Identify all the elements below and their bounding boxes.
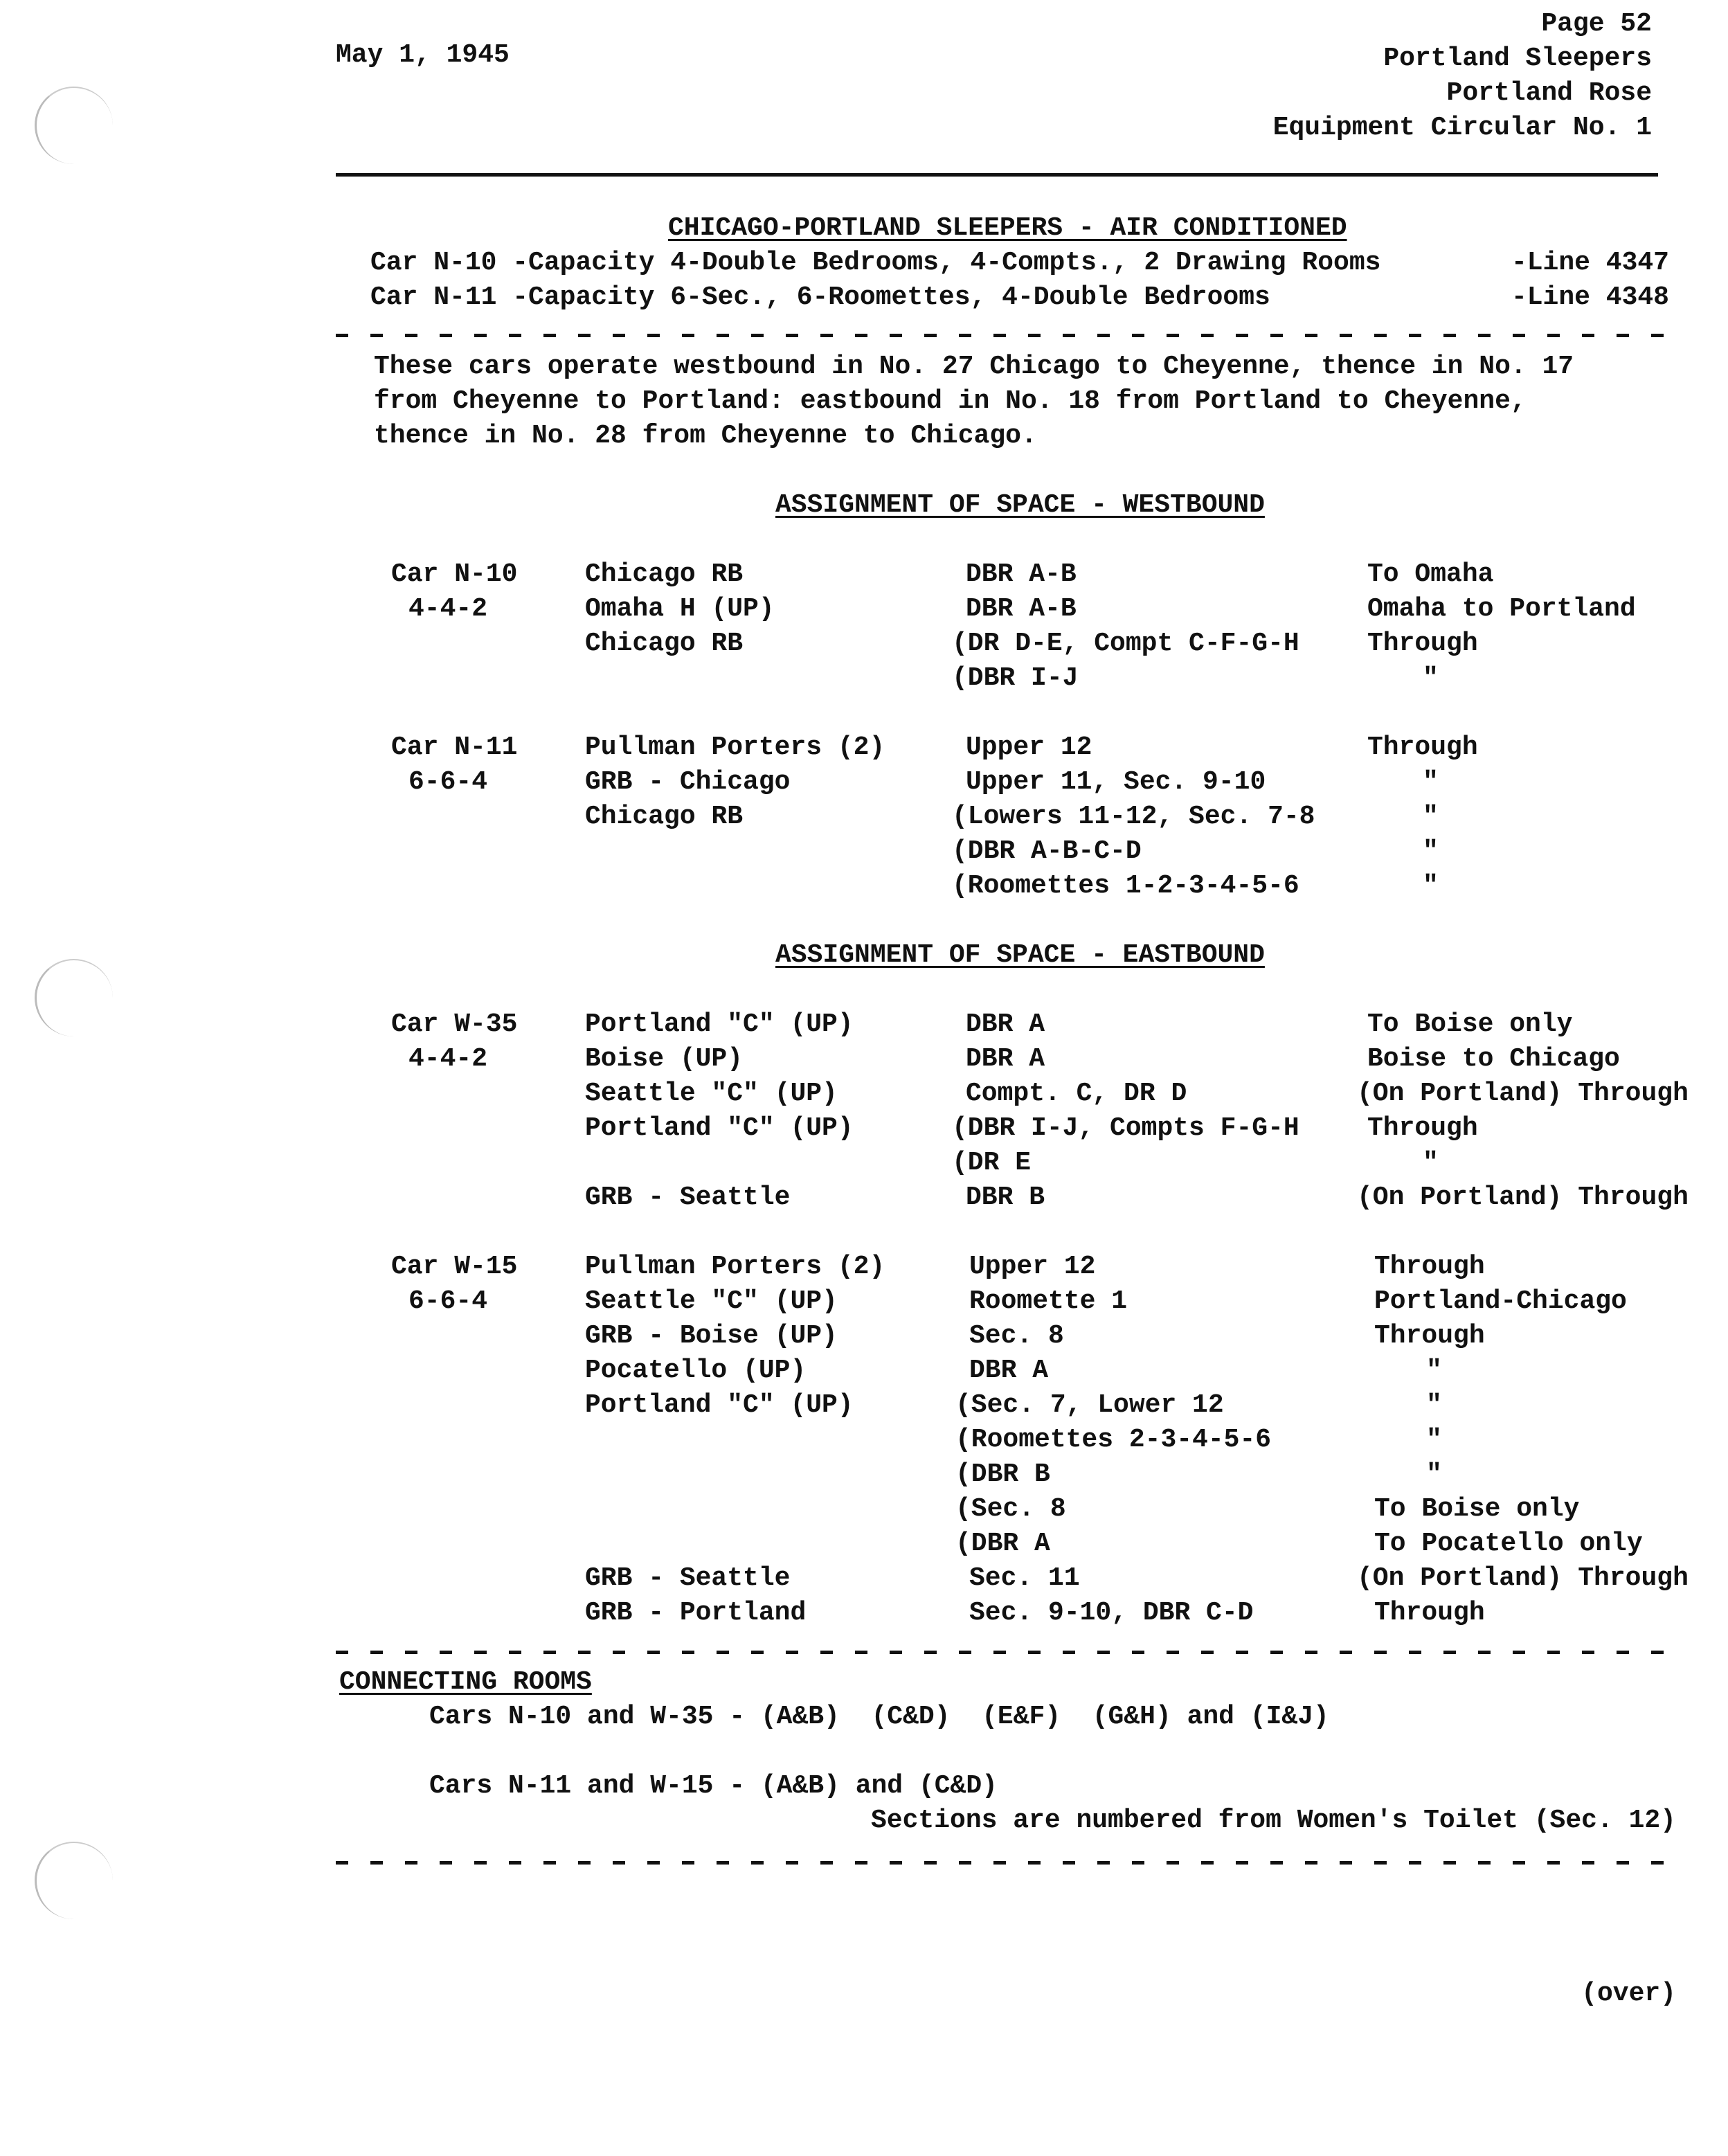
space-assigned: DBR A-B <box>966 594 1077 624</box>
space-route: Portland-Chicago <box>1374 1286 1627 1316</box>
dashed-divider <box>336 1651 1675 1654</box>
space-assigned: Sec. 11 <box>969 1563 1080 1593</box>
document-date: May 1, 1945 <box>336 40 510 70</box>
connecting-rooms-title: CONNECTING ROOMS <box>339 1667 592 1697</box>
westbound-title: ASSIGNMENT OF SPACE - WESTBOUND <box>775 490 1265 520</box>
space-assigned: (Sec. 8 <box>955 1494 1066 1524</box>
space-assigned: Upper 11, Sec. 9-10 <box>966 767 1266 797</box>
space-route: (On Portland) Through <box>1357 1563 1689 1593</box>
space-assigned: DBR A <box>966 1044 1045 1074</box>
space-holder: Portland "C" (UP) <box>585 1390 854 1420</box>
space-holder: GRB - Portland <box>585 1598 807 1628</box>
punch-hole-top <box>35 87 113 164</box>
intro-line: thence in No. 28 from Cheyenne to Chicago. <box>374 421 1037 451</box>
space-assigned: DBR A <box>966 1009 1045 1039</box>
page-number: Page 52 <box>1541 9 1652 39</box>
space-holder: Pullman Porters (2) <box>585 1252 885 1282</box>
space-route: Through <box>1367 1113 1478 1143</box>
space-route: " <box>1426 1390 1442 1420</box>
space-assigned: (DBR A-B-C-D <box>952 836 1142 866</box>
space-holder: Portland "C" (UP) <box>585 1009 854 1039</box>
space-route: Through <box>1367 629 1478 658</box>
space-assigned: Roomette 1 <box>969 1286 1128 1316</box>
space-assigned: (DR D-E, Compt C-F-G-H <box>952 629 1299 658</box>
space-assigned: Sec. 9-10, DBR C-D <box>969 1598 1254 1628</box>
space-route: Through <box>1367 733 1478 762</box>
car-config: 6-6-4 <box>408 1286 488 1316</box>
intro-line: These cars operate westbound in No. 27 Chicago to Cheyenne, thence in No. 17 <box>374 352 1574 381</box>
space-route: Omaha to Portland <box>1367 594 1636 624</box>
car-line: -Line 4347 <box>1511 248 1669 278</box>
space-holder: Chicago RB <box>585 629 744 658</box>
space-route: Boise to Chicago <box>1367 1044 1620 1074</box>
page-footer: (over) <box>1581 1979 1676 2009</box>
space-holder: GRB - Seattle <box>585 1183 791 1212</box>
space-route: To Boise only <box>1374 1494 1580 1524</box>
space-route: " <box>1423 836 1439 866</box>
space-holder: Chicago RB <box>585 802 744 832</box>
space-route: Through <box>1374 1252 1485 1282</box>
eastbound-title: ASSIGNMENT OF SPACE - EASTBOUND <box>775 940 1265 970</box>
header-subject: Portland Sleepers <box>1383 44 1652 73</box>
space-holder: Pocatello (UP) <box>585 1356 807 1385</box>
space-route: " <box>1423 1148 1439 1178</box>
car-config: 4-4-2 <box>408 594 488 624</box>
space-route: " <box>1426 1459 1442 1489</box>
space-holder: Seattle "C" (UP) <box>585 1286 838 1316</box>
space-assigned: (Sec. 7, Lower 12 <box>955 1390 1224 1420</box>
punch-hole-middle <box>35 959 113 1036</box>
space-route: Through <box>1374 1321 1485 1351</box>
space-assigned: (Roomettes 1-2-3-4-5-6 <box>952 871 1299 901</box>
car-number: Car N-10 <box>391 559 518 589</box>
connecting-rooms-line: Cars N-11 and W-15 - (A&B) and (C&D) <box>429 1771 998 1801</box>
space-assigned: Upper 12 <box>969 1252 1096 1282</box>
space-holder: GRB - Boise (UP) <box>585 1321 838 1351</box>
space-route: " <box>1423 663 1439 693</box>
space-route: " <box>1423 871 1439 901</box>
space-assigned: (Roomettes 2-3-4-5-6 <box>955 1425 1272 1455</box>
car-number: Car N-11 <box>391 733 518 762</box>
space-assigned: (DR E <box>952 1148 1032 1178</box>
header-rule <box>336 173 1658 177</box>
car-number: Car W-35 <box>391 1009 518 1039</box>
space-holder: Pullman Porters (2) <box>585 733 885 762</box>
header-circular: Equipment Circular No. 1 <box>1272 113 1652 143</box>
space-assigned: Upper 12 <box>966 733 1092 762</box>
space-assigned: (DBR I-J, Compts F-G-H <box>952 1113 1299 1143</box>
car-config: 6-6-4 <box>408 767 488 797</box>
space-holder: GRB - Seattle <box>585 1563 791 1593</box>
space-route: To Pocatello only <box>1374 1529 1643 1558</box>
space-assigned: (DBR A <box>955 1529 1050 1558</box>
space-route: " <box>1426 1425 1442 1455</box>
space-route: (On Portland) Through <box>1357 1183 1689 1212</box>
space-assigned: DBR A-B <box>966 559 1077 589</box>
sections-note: Sections are numbered from Women's Toilet (Sec. 12) <box>871 1806 1676 1835</box>
space-route: To Omaha <box>1367 559 1494 589</box>
connecting-rooms-line: Cars N-10 and W-35 - (A&B) (C&D) (E&F) (G&H) and (I&J) <box>429 1702 1329 1732</box>
space-assigned: (Lowers 11-12, Sec. 7-8 <box>952 802 1315 832</box>
space-holder: GRB - Chicago <box>585 767 791 797</box>
intro-line: from Cheyenne to Portland: eastbound in No. 18 from Portland to Cheyenne, <box>374 386 1527 416</box>
car-capacity: Car N-10 -Capacity 4-Double Bedrooms, 4-Compts., 2 Drawing Rooms <box>370 248 1381 278</box>
space-assigned: (DBR I-J <box>952 663 1079 693</box>
space-route: " <box>1423 802 1439 832</box>
space-holder: Portland "C" (UP) <box>585 1113 854 1143</box>
section-title: CHICAGO-PORTLAND SLEEPERS - AIR CONDITIONED <box>668 213 1347 243</box>
space-holder: Chicago RB <box>585 559 744 589</box>
header-train: Portland Rose <box>1446 78 1652 108</box>
car-number: Car W-15 <box>391 1252 518 1282</box>
space-holder: Boise (UP) <box>585 1044 744 1074</box>
space-route: " <box>1426 1356 1442 1385</box>
car-config: 4-4-2 <box>408 1044 488 1074</box>
space-assigned: Compt. C, DR D <box>966 1079 1187 1108</box>
space-route: (On Portland) Through <box>1357 1079 1689 1108</box>
space-assigned: DBR A <box>969 1356 1049 1385</box>
space-route: " <box>1423 767 1439 797</box>
dashed-divider <box>336 334 1675 337</box>
space-holder: Seattle "C" (UP) <box>585 1079 838 1108</box>
space-holder: Omaha H (UP) <box>585 594 775 624</box>
space-assigned: (DBR B <box>955 1459 1050 1489</box>
space-assigned: DBR B <box>966 1183 1045 1212</box>
punch-hole-bottom <box>35 1842 113 1919</box>
space-route: Through <box>1374 1598 1485 1628</box>
dashed-divider <box>336 1861 1675 1865</box>
car-capacity: Car N-11 -Capacity 6-Sec., 6-Roomettes, 4-Double Bedrooms <box>370 282 1270 312</box>
space-route: To Boise only <box>1367 1009 1573 1039</box>
space-assigned: Sec. 8 <box>969 1321 1064 1351</box>
car-line: -Line 4348 <box>1511 282 1669 312</box>
